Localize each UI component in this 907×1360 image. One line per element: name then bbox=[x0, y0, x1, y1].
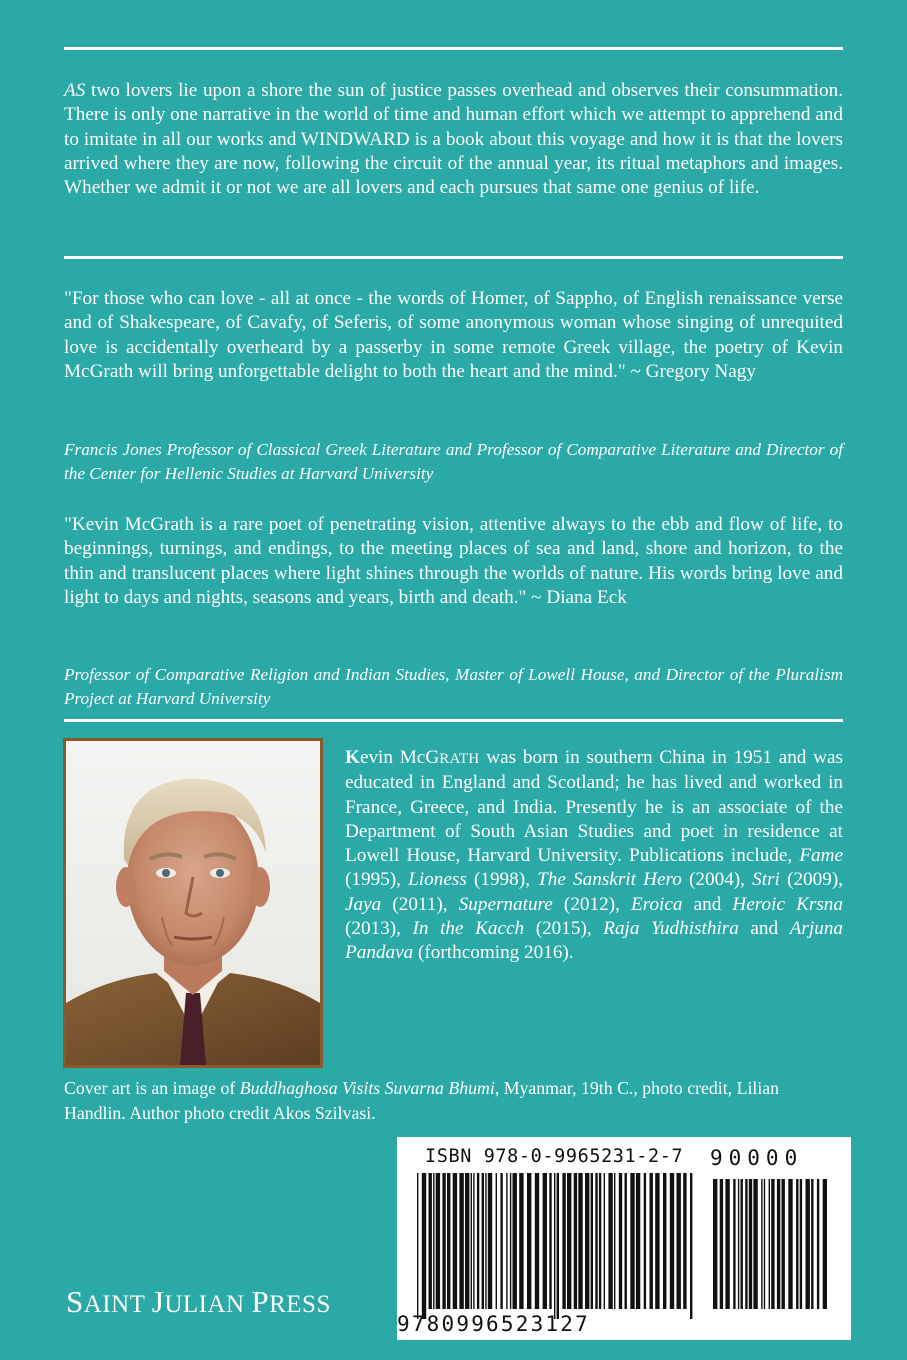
bio-year-2: (1998), bbox=[466, 869, 538, 891]
barcode-bar bbox=[741, 1179, 743, 1309]
barcode-bar bbox=[436, 1173, 440, 1309]
pub-ress: RESS bbox=[269, 1291, 331, 1318]
barcode-bar bbox=[771, 1179, 774, 1309]
barcode-bar bbox=[595, 1173, 597, 1309]
barcode-bar bbox=[644, 1173, 646, 1309]
bio-first-initial: K bbox=[345, 747, 360, 768]
barcode-bar bbox=[823, 1179, 827, 1309]
author-photo bbox=[63, 738, 323, 1068]
barcode-bar bbox=[585, 1173, 589, 1309]
blurb-text: two lovers lie upon a shore the sun of justice passes overhead and observes their consummation. There is only one narrative in the world of time and human effort which we attempt to apprehend and to imitate in all our works and WINDWARD is a book about this voyage and how it is that the lovers arrived where they are now, following the circuit of the annual year, its ritual metaphors and images. Whether we admit it or not we are all lovers and each pursues that same one genius of life. bbox=[64, 80, 843, 199]
barcode-bar bbox=[442, 1173, 445, 1309]
book-blurb bbox=[64, 79, 843, 200]
price-code: 90000 bbox=[710, 1146, 804, 1170]
barcode-bar bbox=[557, 1173, 559, 1319]
credit-rest: , Myanmar, 19th C., photo credit, Lilian Handlin. Author photo credit Akos Szilvasi. bbox=[64, 1078, 780, 1123]
barcode-bar bbox=[713, 1179, 717, 1309]
barcode-bar bbox=[690, 1173, 692, 1319]
barcode-bar bbox=[578, 1173, 582, 1309]
barcode-bar bbox=[513, 1173, 517, 1309]
barcode-bar bbox=[625, 1173, 627, 1309]
bio-work-supernature: Supernature bbox=[458, 893, 553, 915]
blurb-lead: AS bbox=[64, 80, 86, 101]
barcode-bar bbox=[788, 1179, 792, 1309]
barcode-bar bbox=[761, 1179, 762, 1309]
barcode-bar bbox=[447, 1173, 450, 1309]
barcode-bar bbox=[488, 1173, 492, 1309]
barcode-bar bbox=[777, 1179, 780, 1309]
bio-work-lioness: Lioness bbox=[408, 869, 467, 891]
bio-year-11: (forthcoming 2016). bbox=[413, 942, 574, 964]
barcode-bar bbox=[500, 1173, 502, 1309]
bio-and-2: and bbox=[738, 918, 790, 940]
barcode-bar bbox=[506, 1173, 507, 1309]
barcode-bar bbox=[429, 1173, 432, 1309]
isbn-label: ISBN 978-0-9965231-2-7 bbox=[425, 1146, 684, 1167]
bio-year-3: (2004), bbox=[681, 869, 753, 891]
barcode-bar bbox=[738, 1179, 739, 1309]
barcode-bar bbox=[422, 1173, 426, 1319]
barcode-bar bbox=[519, 1173, 523, 1309]
bio-work-jaya: Jaya bbox=[345, 893, 382, 915]
barcode-bar bbox=[725, 1179, 729, 1309]
publisher-name bbox=[66, 1284, 331, 1320]
barcode-bar bbox=[535, 1173, 539, 1309]
bio-year-5: (2011), bbox=[381, 893, 459, 915]
bio-year-1: (1995), bbox=[345, 869, 409, 891]
barcode-bar bbox=[465, 1173, 469, 1309]
barcode-bar bbox=[670, 1173, 674, 1309]
bio-year-6: (2012), bbox=[552, 893, 631, 915]
barcode-bar bbox=[554, 1173, 555, 1319]
author-portrait-image bbox=[66, 741, 320, 1065]
barcode-bar bbox=[433, 1173, 434, 1309]
pub-p: P bbox=[251, 1284, 270, 1319]
divider-after-quotes bbox=[64, 719, 843, 722]
barcode-bar bbox=[663, 1173, 666, 1309]
barcode-bar bbox=[473, 1173, 474, 1309]
bio-last-b: c bbox=[416, 747, 426, 768]
pub-s: S bbox=[66, 1284, 84, 1319]
bio-work-eroica: Eroica bbox=[630, 893, 683, 915]
barcode-bar bbox=[753, 1179, 757, 1309]
pub-aint: AINT bbox=[83, 1291, 152, 1318]
barcode-bar bbox=[459, 1173, 463, 1309]
barcode-bar bbox=[567, 1173, 571, 1309]
bio-work-raja: Raja Yudhisthira bbox=[603, 918, 739, 940]
barcode-bar bbox=[749, 1179, 752, 1309]
top-divider bbox=[64, 47, 843, 50]
barcode-bar bbox=[630, 1173, 634, 1309]
bio-work-sanskrit-hero: The Sanskrit Hero bbox=[537, 869, 682, 891]
bio-year-4: (2009), bbox=[779, 869, 844, 891]
barcode-bar bbox=[745, 1179, 747, 1309]
author-bio bbox=[345, 746, 843, 966]
bio-work-arjuna: Arjuna Pandava bbox=[345, 918, 844, 964]
barcode-bar bbox=[549, 1173, 551, 1309]
credit-artwork-title: Buddhaghosa Visits Suvarna Bhumi bbox=[239, 1078, 495, 1098]
pub-j: J bbox=[151, 1284, 165, 1319]
quote-nagy: "For those who can love - all at once - the words of Homer, of Sappho, of English renaissance verse and of Shakespeare, of Cavafy, of Seferis, of some anonymous woman whose singing of unrequited love is accidentally overheard by a passerby in some remote Greek village, the poetry of Kevin McGrath will bring unforgettable delight to both the heart and the mind." ~ Gregory Nagy bbox=[64, 288, 843, 382]
affiliation-nagy: Francis Jones Professor of Classical Greek Literature and Professor of Comparative Literature and Director of the Center for Hellenic Studies at Harvard University bbox=[64, 440, 843, 484]
divider-after-blurb bbox=[64, 256, 843, 259]
bio-year-9: (2015), bbox=[524, 918, 604, 940]
barcode-bar bbox=[599, 1173, 601, 1309]
bio-p1: was born in southern China in 1951 and was educated in England and Scotland; he has lived and worked in France, Greece, and India. Presently he is an associate of the Department of South Asian Studies and poet in residence at Lowell House, Harvard University. Publications include, bbox=[345, 747, 843, 867]
bio-work-kacch: In the Kacch bbox=[412, 918, 525, 940]
bio-last-a: M bbox=[399, 747, 417, 768]
barcode-bar bbox=[683, 1173, 686, 1309]
bio-and-1: and bbox=[682, 893, 733, 915]
quote-eck: "Kevin McGrath is a rare poet of penetrating vision, attentive always to the ebb and flow of life, to beginnings, turnings, and endings, to the meeting places of sea and land, shore and horizon, to the thin and translucent places where light shines through the worlds of nature. His words bring love and light to days and nights, seasons and years, birth and death." ~ Diana Eck bbox=[64, 514, 843, 608]
bio-last-c: G bbox=[425, 747, 440, 768]
ean-digits: 9780996523127 bbox=[397, 1312, 590, 1336]
barcode-bar bbox=[817, 1179, 819, 1309]
barcode-bar bbox=[720, 1179, 723, 1309]
pub-ulian: ULIAN bbox=[164, 1291, 252, 1318]
barcode-bar bbox=[806, 1179, 810, 1309]
credit-intro: Cover art is an image of bbox=[64, 1078, 240, 1098]
barcode-bar bbox=[482, 1173, 484, 1309]
bio-work-heroic-krsna: Heroic Krsna bbox=[732, 893, 843, 915]
barcode-bar bbox=[574, 1173, 577, 1309]
barcode-bar bbox=[527, 1173, 531, 1309]
barcode-bar bbox=[496, 1173, 497, 1309]
bio-work-fame: Fame bbox=[799, 845, 843, 867]
isbn-barcode bbox=[397, 1137, 851, 1340]
barcode-bar bbox=[614, 1173, 615, 1309]
barcode-bar bbox=[677, 1173, 681, 1309]
barcode-bar bbox=[655, 1173, 659, 1309]
barcode-bar bbox=[733, 1179, 735, 1309]
barcode-bar bbox=[650, 1173, 653, 1309]
barcode-bar bbox=[608, 1173, 612, 1309]
barcode-bar bbox=[811, 1179, 813, 1309]
barcode-bar bbox=[510, 1173, 511, 1309]
art-credit bbox=[64, 1076, 843, 1126]
barcode-bar bbox=[417, 1173, 418, 1319]
barcode-bar bbox=[800, 1179, 802, 1309]
barcode-bar bbox=[591, 1173, 593, 1309]
barcode-bar bbox=[796, 1179, 798, 1309]
barcode-bar bbox=[453, 1173, 457, 1309]
barcode-bar bbox=[764, 1179, 765, 1309]
barcode-bar bbox=[636, 1173, 640, 1309]
barcode-bar bbox=[769, 1179, 770, 1309]
barcode-bar bbox=[562, 1173, 565, 1309]
barcode-bar bbox=[485, 1173, 486, 1309]
barcode-bar bbox=[477, 1173, 479, 1309]
affiliation-eck: Professor of Comparative Religion and Indian Studies, Master of Lowell House, and Director of the Pluralism Project at Harvard University bbox=[64, 665, 843, 709]
barcode-bar bbox=[471, 1173, 472, 1309]
bio-year-8: (2013), bbox=[345, 918, 413, 940]
bio-last-d: RATH bbox=[439, 751, 480, 767]
bio-first-rest: evin bbox=[359, 747, 400, 768]
barcode-bar bbox=[782, 1179, 785, 1309]
barcode-bar bbox=[619, 1173, 622, 1309]
barcode-bar bbox=[543, 1173, 547, 1309]
barcode-bar bbox=[604, 1173, 605, 1309]
bio-work-stri: Stri bbox=[752, 869, 780, 891]
